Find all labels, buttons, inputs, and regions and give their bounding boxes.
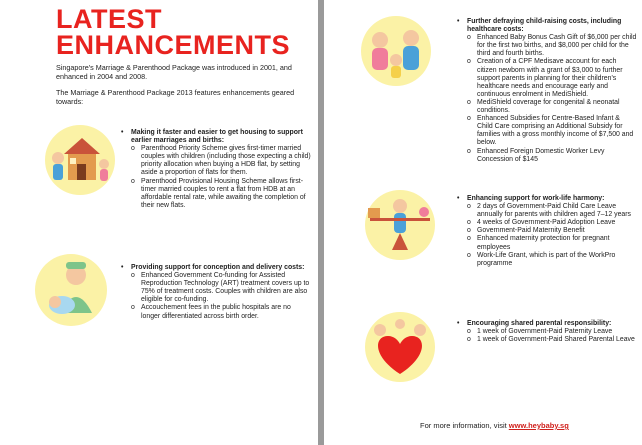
list-item: o 1 week of Government-Paid Shared Parental Leave (467, 336, 635, 344)
list-item: o Enhanced Baby Bonus Cash Gift of $6,000 per child for the first two births, and $8,000 per child for the third and fourth births. (467, 34, 637, 58)
housing-section (121, 129, 311, 210)
section-heading: Encouraging shared parental responsibility: (467, 320, 612, 327)
list-item: o Enhanced maternity protection for pregnant employees (467, 235, 610, 251)
section-bullet: • (121, 129, 124, 136)
list-item: o Creation of a CPF Medisave account for each citizen newborn with a grant of $3,000 to further support parents in planning for their children's healthcare needs and encourage early and continuous enrolment in MediShield. (467, 58, 623, 98)
footer-text: For more information, visit (420, 421, 509, 430)
family-healthcare-illustration (356, 14, 436, 88)
section-heading: Further defraying child-raising costs, including healthcare costs: (467, 18, 622, 34)
child-raising-costs-section (457, 18, 637, 164)
list-item: o Accouchement fees in the public hospitals are no longer differentiated across birth order. (131, 304, 291, 320)
right-page (324, 0, 642, 445)
housing-family-illustration (44, 124, 116, 196)
list-item: o 1 week of Government-Paid Paternity Leave (467, 328, 613, 336)
conception-section (121, 264, 311, 321)
heybaby-link[interactable]: www.heybaby.sg (508, 421, 569, 430)
shared-responsibility-section (457, 320, 637, 344)
section-heading: Providing support for conception and delivery costs: (131, 264, 305, 271)
list-item: o Parenthood Priority Scheme gives first-timer married couples with children (including those expecting a child) priority allocation when buying a HDB flat, by setting aside a proportion of flats for them. (131, 145, 311, 177)
section-bullet: • (457, 195, 460, 202)
list-item: o Parenthood Provisional Housing Scheme allows first-timer married couples to rent a flat from HDB at an affordable rental rate, while awaiting the completion of their new flats. (131, 177, 306, 209)
intro-paragraph-1: Singapore's Marriage & Parenthood Package was introduced in 2001, and enhanced in 2004 and 2008. (56, 63, 292, 81)
shared-parenting-heart-illustration (362, 310, 438, 384)
list-item: o 2 days of Government-Paid Child Care Leave annually for parents with children aged 7–12 years (467, 203, 631, 219)
list-item: o Enhanced Subsidies for Centre-Based Infant & Child Care comprising an Additional Subsidy for families with a gross monthly income of $7,500 and below. (467, 115, 634, 147)
footer (420, 421, 569, 430)
page-title: LATEST ENHANCEMENTS (56, 4, 291, 60)
section-bullet: • (121, 264, 124, 271)
list-item: o Work-Life Grant, which is part of the WorkPro programme (467, 251, 616, 267)
list-item: o Enhanced Foreign Domestic Worker Levy Concession of $145 (467, 147, 605, 163)
section-heading: Enhancing support for work-life harmony: (467, 195, 605, 202)
doctor-baby-illustration (34, 253, 108, 327)
list-item: o Enhanced Government Co-funding for Assisted Reproduction Technology (ART) treatment covers up to 75% of treatment costs. Couples with children are also eligible for co-funding. (131, 272, 310, 304)
work-life-section (457, 195, 637, 268)
intro-paragraph-2: The Marriage & Parenthood Package 2013 features enhancements geared towards: (56, 88, 295, 106)
section-bullet: • (457, 320, 460, 327)
left-page (0, 0, 318, 445)
list-item: o 4 weeks of Government-Paid Adoption Leave (467, 219, 616, 227)
list-item: o MediShield coverage for congenital & neonatal conditions. (467, 98, 620, 115)
section-bullet: • (457, 18, 460, 25)
work-life-balance-illustration (362, 188, 438, 262)
list-item: o Government-Paid Maternity Benefit (467, 227, 585, 235)
section-heading: Making it faster and easier to get housing to support earlier marriages and births: (131, 129, 303, 145)
